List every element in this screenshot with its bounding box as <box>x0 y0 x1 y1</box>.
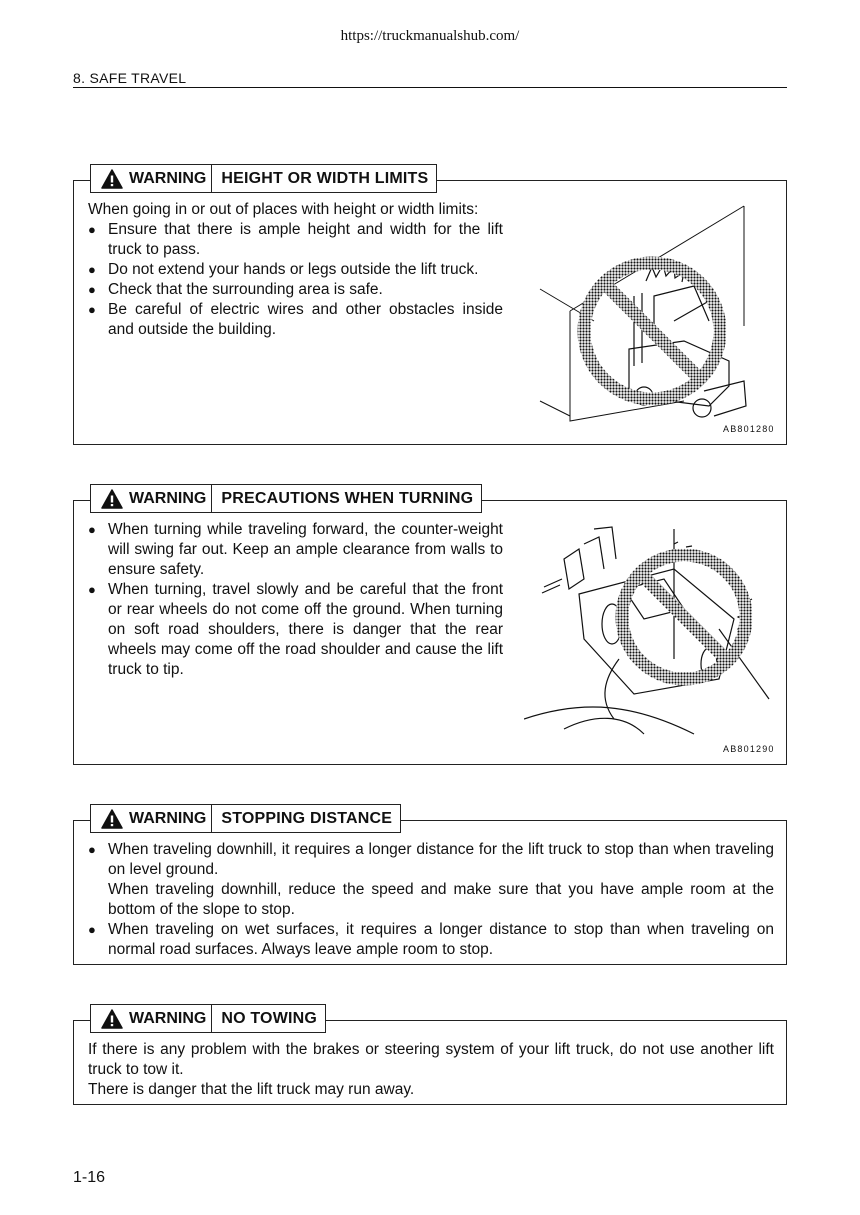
list-item <box>88 840 774 920</box>
warning-header <box>90 164 437 193</box>
intro-text: When going in or out of places with height or width limits: <box>88 201 479 218</box>
warning-box-towing <box>73 1009 787 1105</box>
warning-label-cell <box>91 165 212 192</box>
list-item: ● Be careful of electric wires and other obstacles inside and outside the building. <box>88 300 503 340</box>
section-heading: 8. SAFE TRAVEL <box>73 70 787 88</box>
warning-title: STOPPING DISTANCE <box>221 809 393 827</box>
warning-label: WARNING <box>129 169 207 187</box>
source-url: https://truckmanualshub.com/ <box>340 28 520 44</box>
warning-triangle-icon <box>101 489 123 509</box>
list-item: ● Check that the surrounding area is safe. <box>88 280 503 300</box>
warning-triangle-icon <box>101 1009 123 1029</box>
warning-triangle-icon <box>101 169 123 189</box>
warning-body <box>88 520 503 680</box>
warning-box-stopping <box>73 809 787 965</box>
warning-title: HEIGHT OR WIDTH LIMITS <box>221 169 429 187</box>
warning-box-height-width <box>73 169 787 445</box>
warning-header <box>90 804 401 833</box>
warning-body <box>88 1040 774 1100</box>
figure-code: AB801280 <box>723 424 775 434</box>
list-item-text: ● When traveling downhill, it requires a longer distance for the lift truck to stop than when traveling on level ground. <box>108 841 774 878</box>
warning-label-cell <box>91 1005 212 1032</box>
prohibited-turning-illustration <box>524 519 774 739</box>
warning-body <box>88 840 774 960</box>
warning-label: WARNING <box>129 809 207 827</box>
warning-label: WARNING <box>129 1009 207 1027</box>
warning-title: PRECAUTIONS WHEN TURNING <box>221 489 474 507</box>
warning-triangle-icon <box>101 809 123 829</box>
list-item-extra: When traveling downhill, reduce the speed and make sure that you have ample room at the bottom of the slope to stop. <box>108 881 774 918</box>
figure-code: AB801290 <box>723 744 775 754</box>
warning-box-turning <box>73 489 787 765</box>
list-item: ● Ensure that there is ample height and width for the lift truck to pass. <box>88 220 503 260</box>
warning-label-cell <box>91 485 212 512</box>
prohibited-height-illustration <box>534 201 774 426</box>
warning-title: NO TOWING <box>221 1009 318 1027</box>
warning-label: WARNING <box>129 489 207 507</box>
warning-label-cell <box>91 805 212 832</box>
warning-body <box>88 200 503 340</box>
warning-header <box>90 484 482 513</box>
page-number: 1-16 <box>73 1169 106 1186</box>
list-item: ● When turning while traveling forward, the counter-weight will swing far out. Keep an ample clearance from walls to ensure safety. <box>88 520 503 580</box>
list-item: ● When turning, travel slowly and be careful that the front or rear wheels do not come off the ground. When turning on soft road shoulders, there is danger that the rear wheels may come off the road shoulder and cause the lift truck to tip. <box>88 580 503 680</box>
warning-header <box>90 1004 326 1033</box>
list-item: ● Do not extend your hands or legs outside the lift truck. <box>88 260 503 280</box>
body-text: If there is any problem with the brakes or steering system of your lift truck, do not use another lift truck to tow it. <box>88 1041 774 1078</box>
list-item: ● When traveling on wet surfaces, it requires a longer distance to stop than when traveling on normal road surfaces. Always leave ample room to stop. <box>88 920 774 960</box>
body-text: There is danger that the lift truck may run away. <box>88 1081 415 1098</box>
